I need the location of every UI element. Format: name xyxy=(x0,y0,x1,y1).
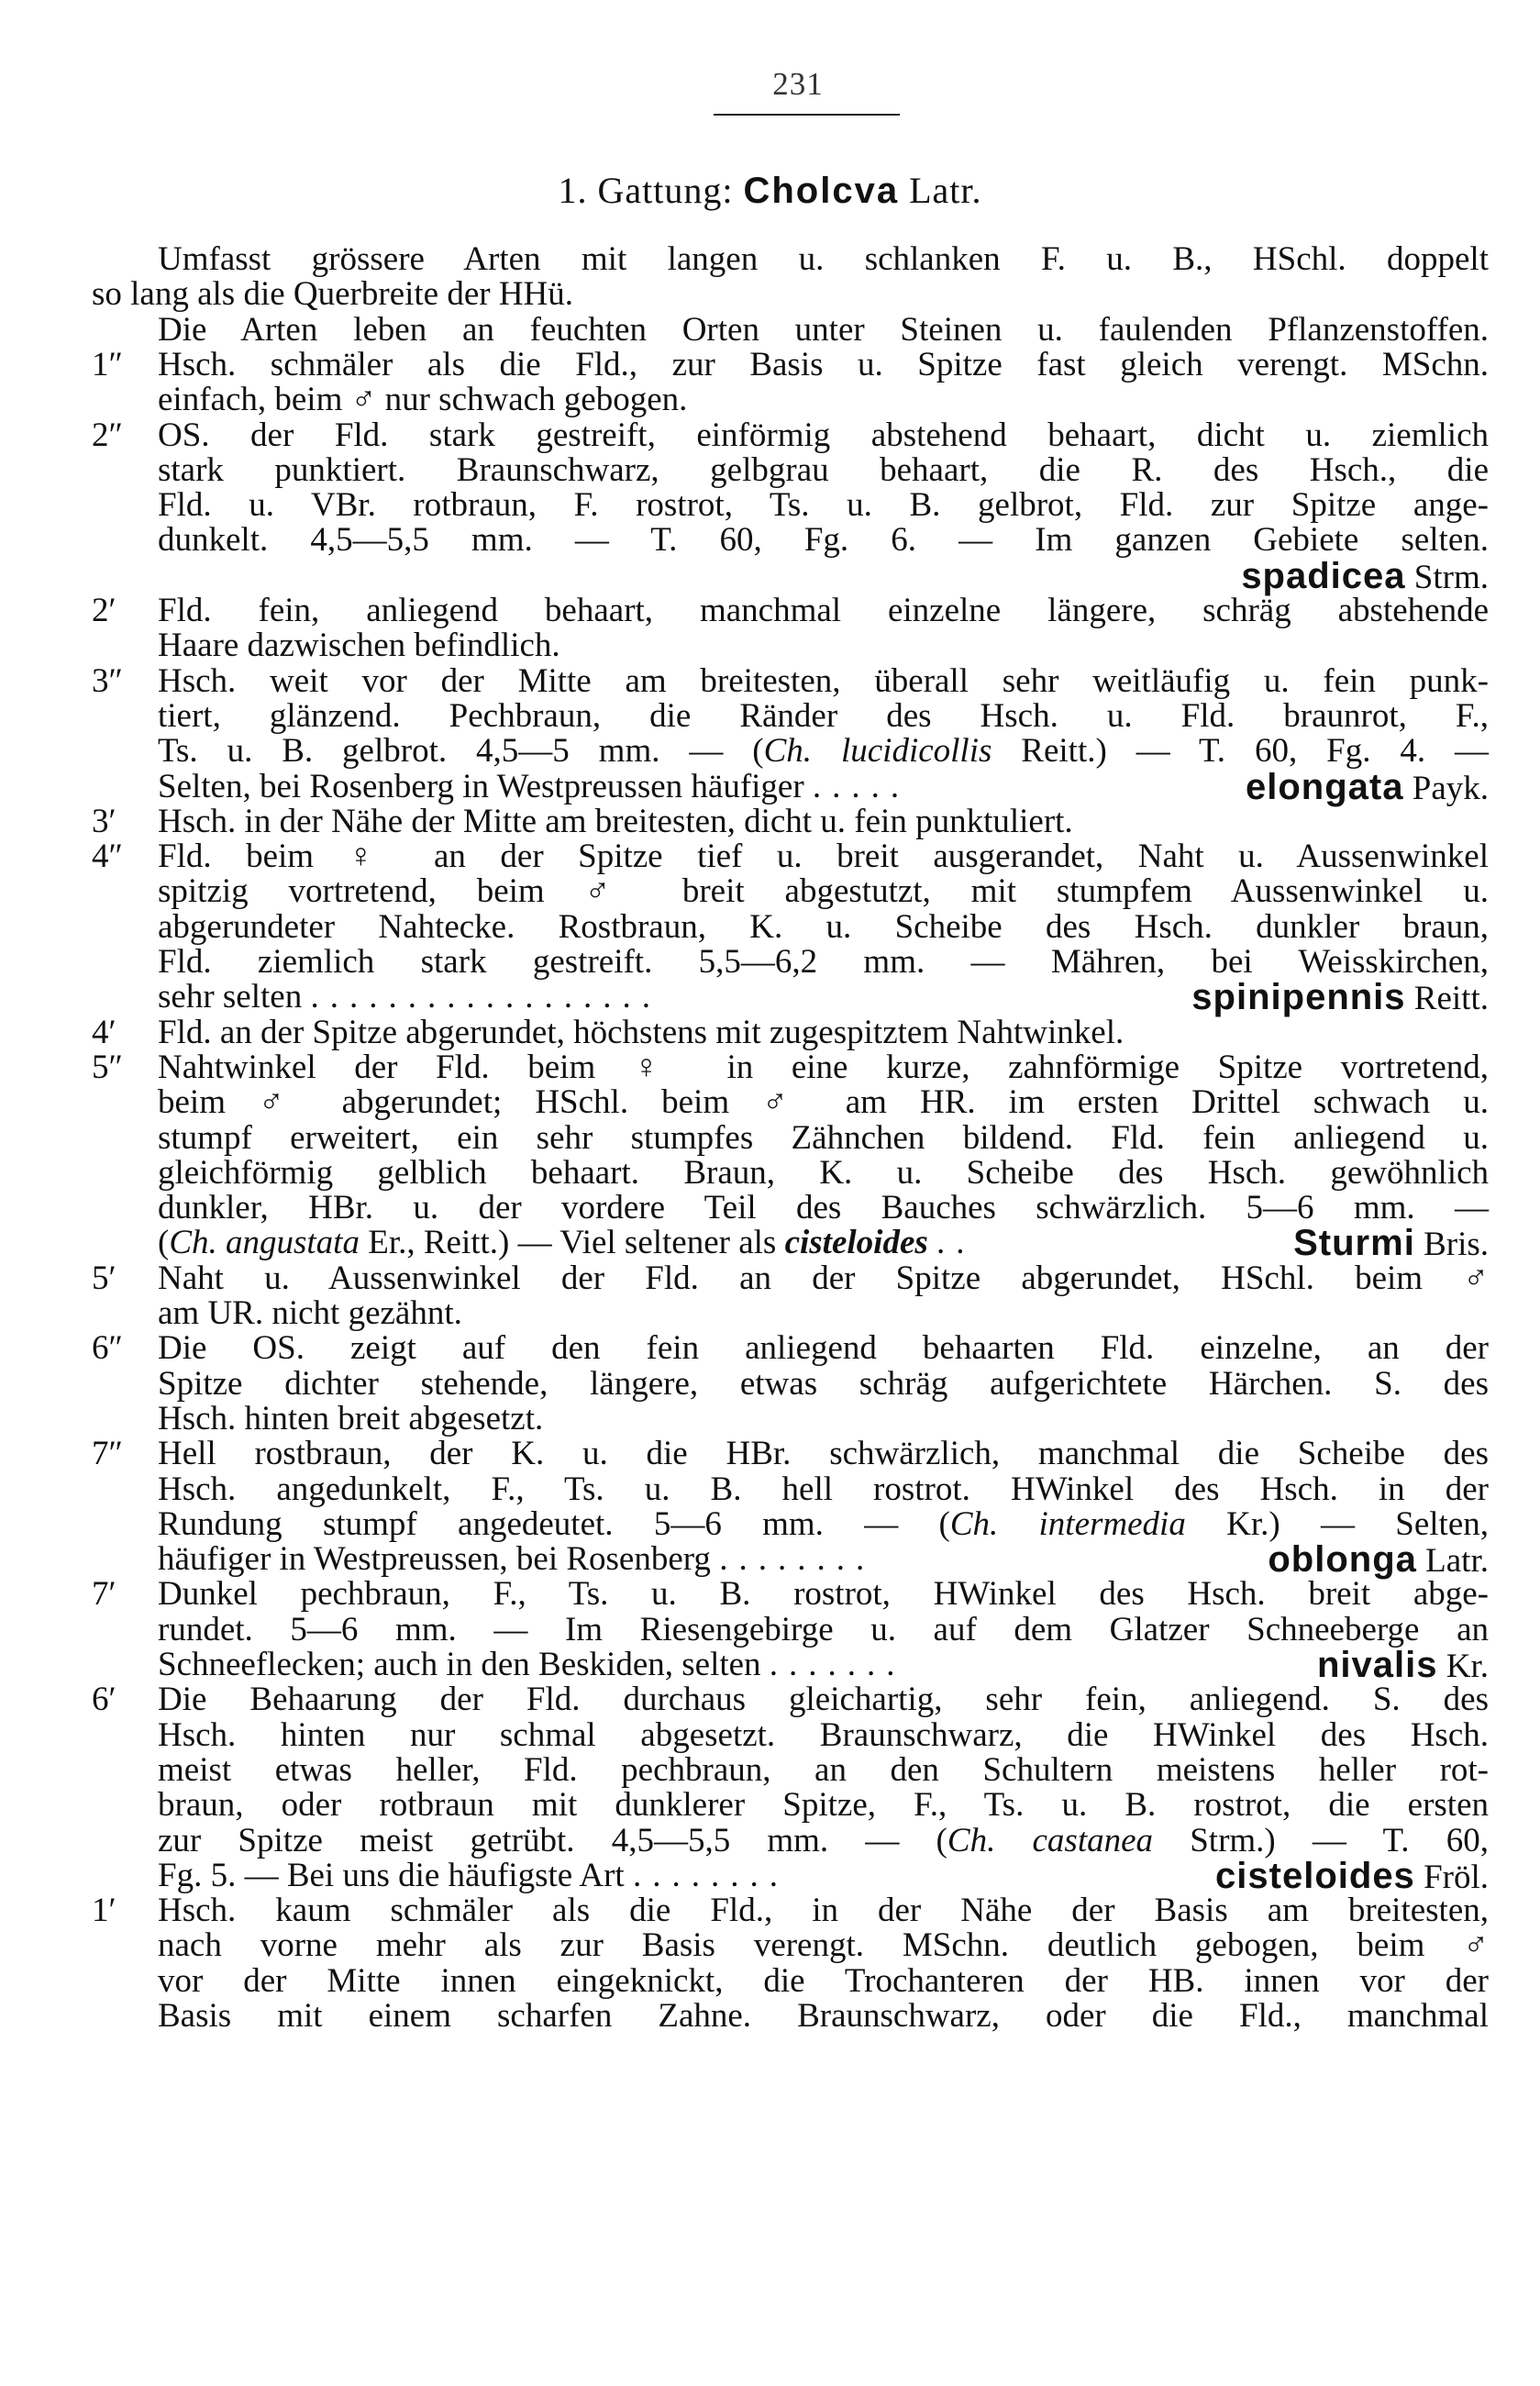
text-line xyxy=(0,943,1540,982)
line-text: Selten, bei Rosenberg in Westpreussen häufiger xyxy=(158,767,804,805)
text-line xyxy=(0,275,1540,314)
line-text: spitzig vortretend, beim ♂ breit abgestutzt, mit stumpfem Aussenwinkel u. xyxy=(158,872,1489,911)
line-text: häufiger in Westpreussen, bei Rosenberg xyxy=(158,1540,711,1579)
text-line xyxy=(0,451,1540,490)
text-line xyxy=(0,768,1540,806)
species-name: oblonga xyxy=(1268,1539,1417,1581)
species-name: elongata xyxy=(1246,766,1404,807)
species-line xyxy=(158,1822,1489,1860)
species-author: Strm. xyxy=(1405,558,1489,596)
key-marker: 3′ xyxy=(92,802,116,840)
text-line xyxy=(0,1822,1540,1860)
line-text: einfach, beim ♂ nur schwach gebogen. xyxy=(158,381,688,419)
leader-dots: ........ xyxy=(632,1856,789,1894)
line-text: Hsch. weit vor der Mitte am breitesten, überall sehr weitläufig u. fein punk- xyxy=(158,661,1489,700)
text-line xyxy=(0,978,1540,1016)
line-text: meist etwas heller, Fld. pechbraun, an den Schultern meistens heller rot- xyxy=(158,1750,1489,1789)
line-text: Hsch. in der Nähe der Mitte am breitesten, dicht u. fein punktuliert. xyxy=(158,802,1073,840)
key-marker: 5″ xyxy=(92,1048,123,1086)
text-line xyxy=(0,346,1540,384)
key-marker: 4′ xyxy=(92,1013,116,1051)
line-text: stumpf erweitert, ein sehr stumpfes Zähnchen bildend. Fld. fein anliegend u. xyxy=(158,1118,1489,1157)
line-text: Kr.) — Selten, xyxy=(1185,1504,1490,1543)
line-text: Basis mit einem scharfen Zahne. Braunschwarz, oder die Fld., manchmal xyxy=(158,1997,1489,2035)
line-text: Schneeflecken; auch in den Beskiden, selten xyxy=(158,1646,761,1683)
text-line xyxy=(0,1646,1540,1684)
species-line xyxy=(158,732,1489,771)
line-text: Die Arten leben an feuchten Orten unter Steinen u. faulenden Pflanzenstoffen. xyxy=(158,310,1489,349)
line-text: Fld. an der Spitze abgerundet, höchstens mit zugespitztem Nahtwinkel. xyxy=(158,1013,1125,1051)
text-line xyxy=(0,1892,1540,1930)
synonym-name: Ch. angustata xyxy=(169,1224,360,1262)
text-line xyxy=(0,1083,1540,1122)
line-text: Nahtwinkel der Fld. beim ♀ in eine kurze, zahnförmige Spitze vortretend, xyxy=(158,1048,1489,1086)
species-author: Kr. xyxy=(1437,1648,1489,1685)
synonym-name: Ch. lucidicollis xyxy=(763,732,992,771)
line-text: Fg. 5. — Bei uns die häufigste Art xyxy=(158,1856,625,1894)
text-line xyxy=(0,1260,1540,1298)
key-marker: 7″ xyxy=(92,1435,123,1473)
text-line xyxy=(0,1119,1540,1158)
key-marker: 5′ xyxy=(92,1259,116,1297)
text-line xyxy=(0,838,1540,876)
text-line xyxy=(0,1435,1540,1473)
text-line xyxy=(0,697,1540,736)
leader-dots: ....... xyxy=(769,1646,906,1683)
species-author: Reitt. xyxy=(1405,980,1489,1018)
key-marker: 4″ xyxy=(92,838,123,876)
text-line xyxy=(0,732,1540,771)
genus-heading xyxy=(0,169,1540,212)
text-line xyxy=(0,1681,1540,1719)
synonym-name: Ch. castanea xyxy=(947,1821,1154,1859)
text-line xyxy=(0,1505,1540,1544)
text-line xyxy=(0,1997,1540,2036)
line-text: Fld. u. VBr. rotbraun, F. rostrot, Ts. u. B. gelbrot, Fld. zur Spitze ange- xyxy=(158,486,1489,525)
line-text: Er., Reitt.) — Viel seltener als xyxy=(359,1224,785,1262)
line-text: Fld. fein, anliegend behaart, manchmal einzelne längere, schräg abstehende xyxy=(158,592,1489,629)
text-line xyxy=(0,1962,1540,2001)
leader-dots: .. xyxy=(936,1224,976,1262)
key-marker: 6″ xyxy=(92,1329,123,1368)
line-text: Die OS. zeigt auf den fein anliegend behaarten Fld. einzelne, an der xyxy=(158,1329,1489,1368)
species-name: spinipennis xyxy=(1191,977,1406,1018)
species-author: Payk. xyxy=(1403,769,1489,807)
species-name: spadicea xyxy=(1241,555,1406,596)
line-text: sehr selten xyxy=(158,978,303,1016)
line-text: gleichförmig gelblich behaart. Braun, K. u. Scheibe des Hsch. gewöhnlich xyxy=(158,1153,1489,1192)
genus-name: Cholcva xyxy=(743,171,900,211)
line-text: so lang als die Querbreite der HHü. xyxy=(92,275,574,314)
text-line xyxy=(0,557,1540,595)
line-text: Ts. u. B. gelbrot. 4,5—5 mm. — ( xyxy=(158,732,764,771)
key-marker: 2′ xyxy=(92,592,116,629)
species-name: Sturmi xyxy=(1293,1223,1415,1264)
line-text: rundet. 5—6 mm. — Im Riesengebirge u. auf dem Glatzer Schneeberge an xyxy=(158,1610,1489,1648)
text-line xyxy=(0,908,1540,947)
line-text: Hsch. hinten nur schmal abgesetzt. Braunschwarz, die HWinkel des Hsch. xyxy=(158,1715,1489,1754)
text-line xyxy=(0,1154,1540,1193)
line-text: OS. der Fld. stark gestreift, einförmig abstehend behaart, dicht u. ziemlich xyxy=(158,416,1489,454)
species-author: Fröl. xyxy=(1414,1858,1489,1896)
leader-dots: .................. xyxy=(310,978,661,1016)
line-text: nach vorne mehr als zur Basis verengt. MSchn. deutlich gebogen, beim ♂ xyxy=(158,1926,1489,1965)
text-line xyxy=(0,1540,1540,1579)
text-line xyxy=(0,803,1540,841)
line-text: Strm.) — T. 60, xyxy=(1153,1821,1489,1859)
line-text: Naht u. Aussenwinkel der Fld. an der Spitze abgerundet, HSchl. beim ♂ xyxy=(158,1259,1489,1297)
line-text: Rundung stumpf angedeutet. 5—6 mm. — ( xyxy=(158,1504,950,1543)
synonym-name: Ch. intermedia xyxy=(949,1504,1186,1543)
text-line xyxy=(0,872,1540,911)
line-text: Fld. beim ♀ an der Spitze tief u. breit ausgerandet, Naht u. Aussenwinkel xyxy=(158,838,1489,876)
text-line xyxy=(0,1189,1540,1227)
text-line xyxy=(0,1365,1540,1404)
text-line xyxy=(0,1857,1540,1895)
line-text: zur Spitze meist getrübt. 4,5—5,5 mm. — ( xyxy=(158,1821,947,1859)
line-text: Hsch. angedunkelt, F., Ts. u. B. hell rostrot. HWinkel des Hsch. in der xyxy=(158,1470,1489,1508)
species-label xyxy=(1241,555,1489,596)
line-text: stark punktiert. Braunschwarz, gelbgrau behaart, die R. des Hsch., die xyxy=(158,450,1489,489)
text-line xyxy=(0,1014,1540,1052)
line-text: Dunkel pechbraun, F., Ts. u. B. rostrot, HWinkel des Hsch. breit abge- xyxy=(158,1575,1489,1614)
text-line xyxy=(0,662,1540,701)
text-line xyxy=(0,1716,1540,1755)
leader-dots: ........ xyxy=(719,1540,876,1579)
page-number: 231 xyxy=(772,66,824,102)
text-line xyxy=(0,240,1540,279)
key-marker: 2″ xyxy=(92,416,123,454)
line-text: Hsch. schmäler als die Fld., zur Basis u. Spitze fast gleich verengt. MSchn. xyxy=(158,345,1489,383)
species-reference: cisteloides xyxy=(784,1224,928,1262)
species-name: nivalis xyxy=(1316,1645,1438,1685)
genus-author: Latr. xyxy=(899,170,982,211)
key-marker: 3″ xyxy=(92,661,123,700)
text-line xyxy=(0,1926,1540,1965)
line-text: Hsch. hinten breit abgesetzt. xyxy=(158,1399,544,1437)
line-text: beim ♂ abgerundet; HSchl. beim ♂ am HR. im ersten Drittel schwach u. xyxy=(158,1083,1489,1122)
species-author: Bris. xyxy=(1414,1226,1489,1264)
text-line xyxy=(0,1751,1540,1790)
key-marker: 1″ xyxy=(92,345,123,383)
text-line xyxy=(0,416,1540,455)
species-author: Latr. xyxy=(1416,1542,1489,1581)
text-line xyxy=(0,1575,1540,1614)
heading-prefix: 1. Gattung: xyxy=(558,170,744,211)
line-text: Haare dazwischen befindlich. xyxy=(158,627,560,665)
text-line xyxy=(0,311,1540,350)
leader-dots: ..... xyxy=(812,767,911,805)
text-line xyxy=(0,1786,1540,1825)
key-marker: 6′ xyxy=(92,1681,116,1719)
key-marker: 7′ xyxy=(92,1575,116,1614)
text-line xyxy=(0,1049,1540,1087)
line-text: am UR. nicht gezähnt. xyxy=(158,1294,462,1332)
line-text: Die Behaarung der Fld. durchaus gleichartig, sehr fein, anliegend. S. des xyxy=(158,1681,1489,1719)
text-line xyxy=(0,521,1540,560)
line-text: Fld. ziemlich stark gestreift. 5,5—6,2 mm. — Mähren, bei Weisskirchen, xyxy=(158,943,1489,981)
line-text: braun, oder rotbraun mit dunklerer Spitze, F., Ts. u. B. rostrot, die ersten xyxy=(158,1786,1489,1825)
text-line xyxy=(0,381,1540,419)
line-text: tiert, glänzend. Pechbraun, die Ränder des Hsch. u. Fld. braunrot, F., xyxy=(158,696,1489,735)
text-line xyxy=(0,1294,1540,1333)
line-text: Umfasst grössere Arten mit langen u. schlanken F. u. B., HSchl. doppelt xyxy=(158,240,1489,278)
header-rule xyxy=(714,114,900,116)
text-line xyxy=(0,1329,1540,1368)
text-line xyxy=(0,1224,1540,1262)
line-text: Hell rostbraun, der K. u. die HBr. schwärzlich, manchmal die Scheibe des xyxy=(158,1435,1489,1473)
text-line xyxy=(0,1611,1540,1649)
line-text: abgerundeter Nahtecke. Rostbraun, K. u. Scheibe des Hsch. dunkler braun, xyxy=(158,907,1489,946)
text-line xyxy=(0,627,1540,665)
text-line xyxy=(0,1470,1540,1509)
line-text: dunkelt. 4,5—5,5 mm. — T. 60, Fg. 6. — Im ganzen Gebiete selten. xyxy=(158,521,1489,560)
text-line xyxy=(0,1400,1540,1438)
line-text: vor der Mitte innen eingeknickt, die Trochanteren der HB. innen vor der xyxy=(158,1961,1489,2000)
line-text: dunkler, HBr. u. der vordere Teil des Bauches schwärzlich. 5—6 mm. — xyxy=(158,1189,1489,1227)
line-text: Reitt.) — T. 60, Fg. 4. — xyxy=(992,732,1490,771)
line-text: Hsch. kaum schmäler als die Fld., in der Nähe der Basis am breitesten, xyxy=(158,1892,1489,1930)
text-line xyxy=(0,592,1540,630)
line-text: ( xyxy=(158,1224,170,1262)
species-name: cisteloides xyxy=(1215,1855,1415,1896)
line-text: Spitze dichter stehende, längere, etwas schräg aufgerichtete Härchen. S. des xyxy=(158,1364,1489,1403)
species-line xyxy=(158,1505,1489,1544)
key-marker: 1′ xyxy=(92,1892,116,1930)
text-line xyxy=(0,486,1540,525)
